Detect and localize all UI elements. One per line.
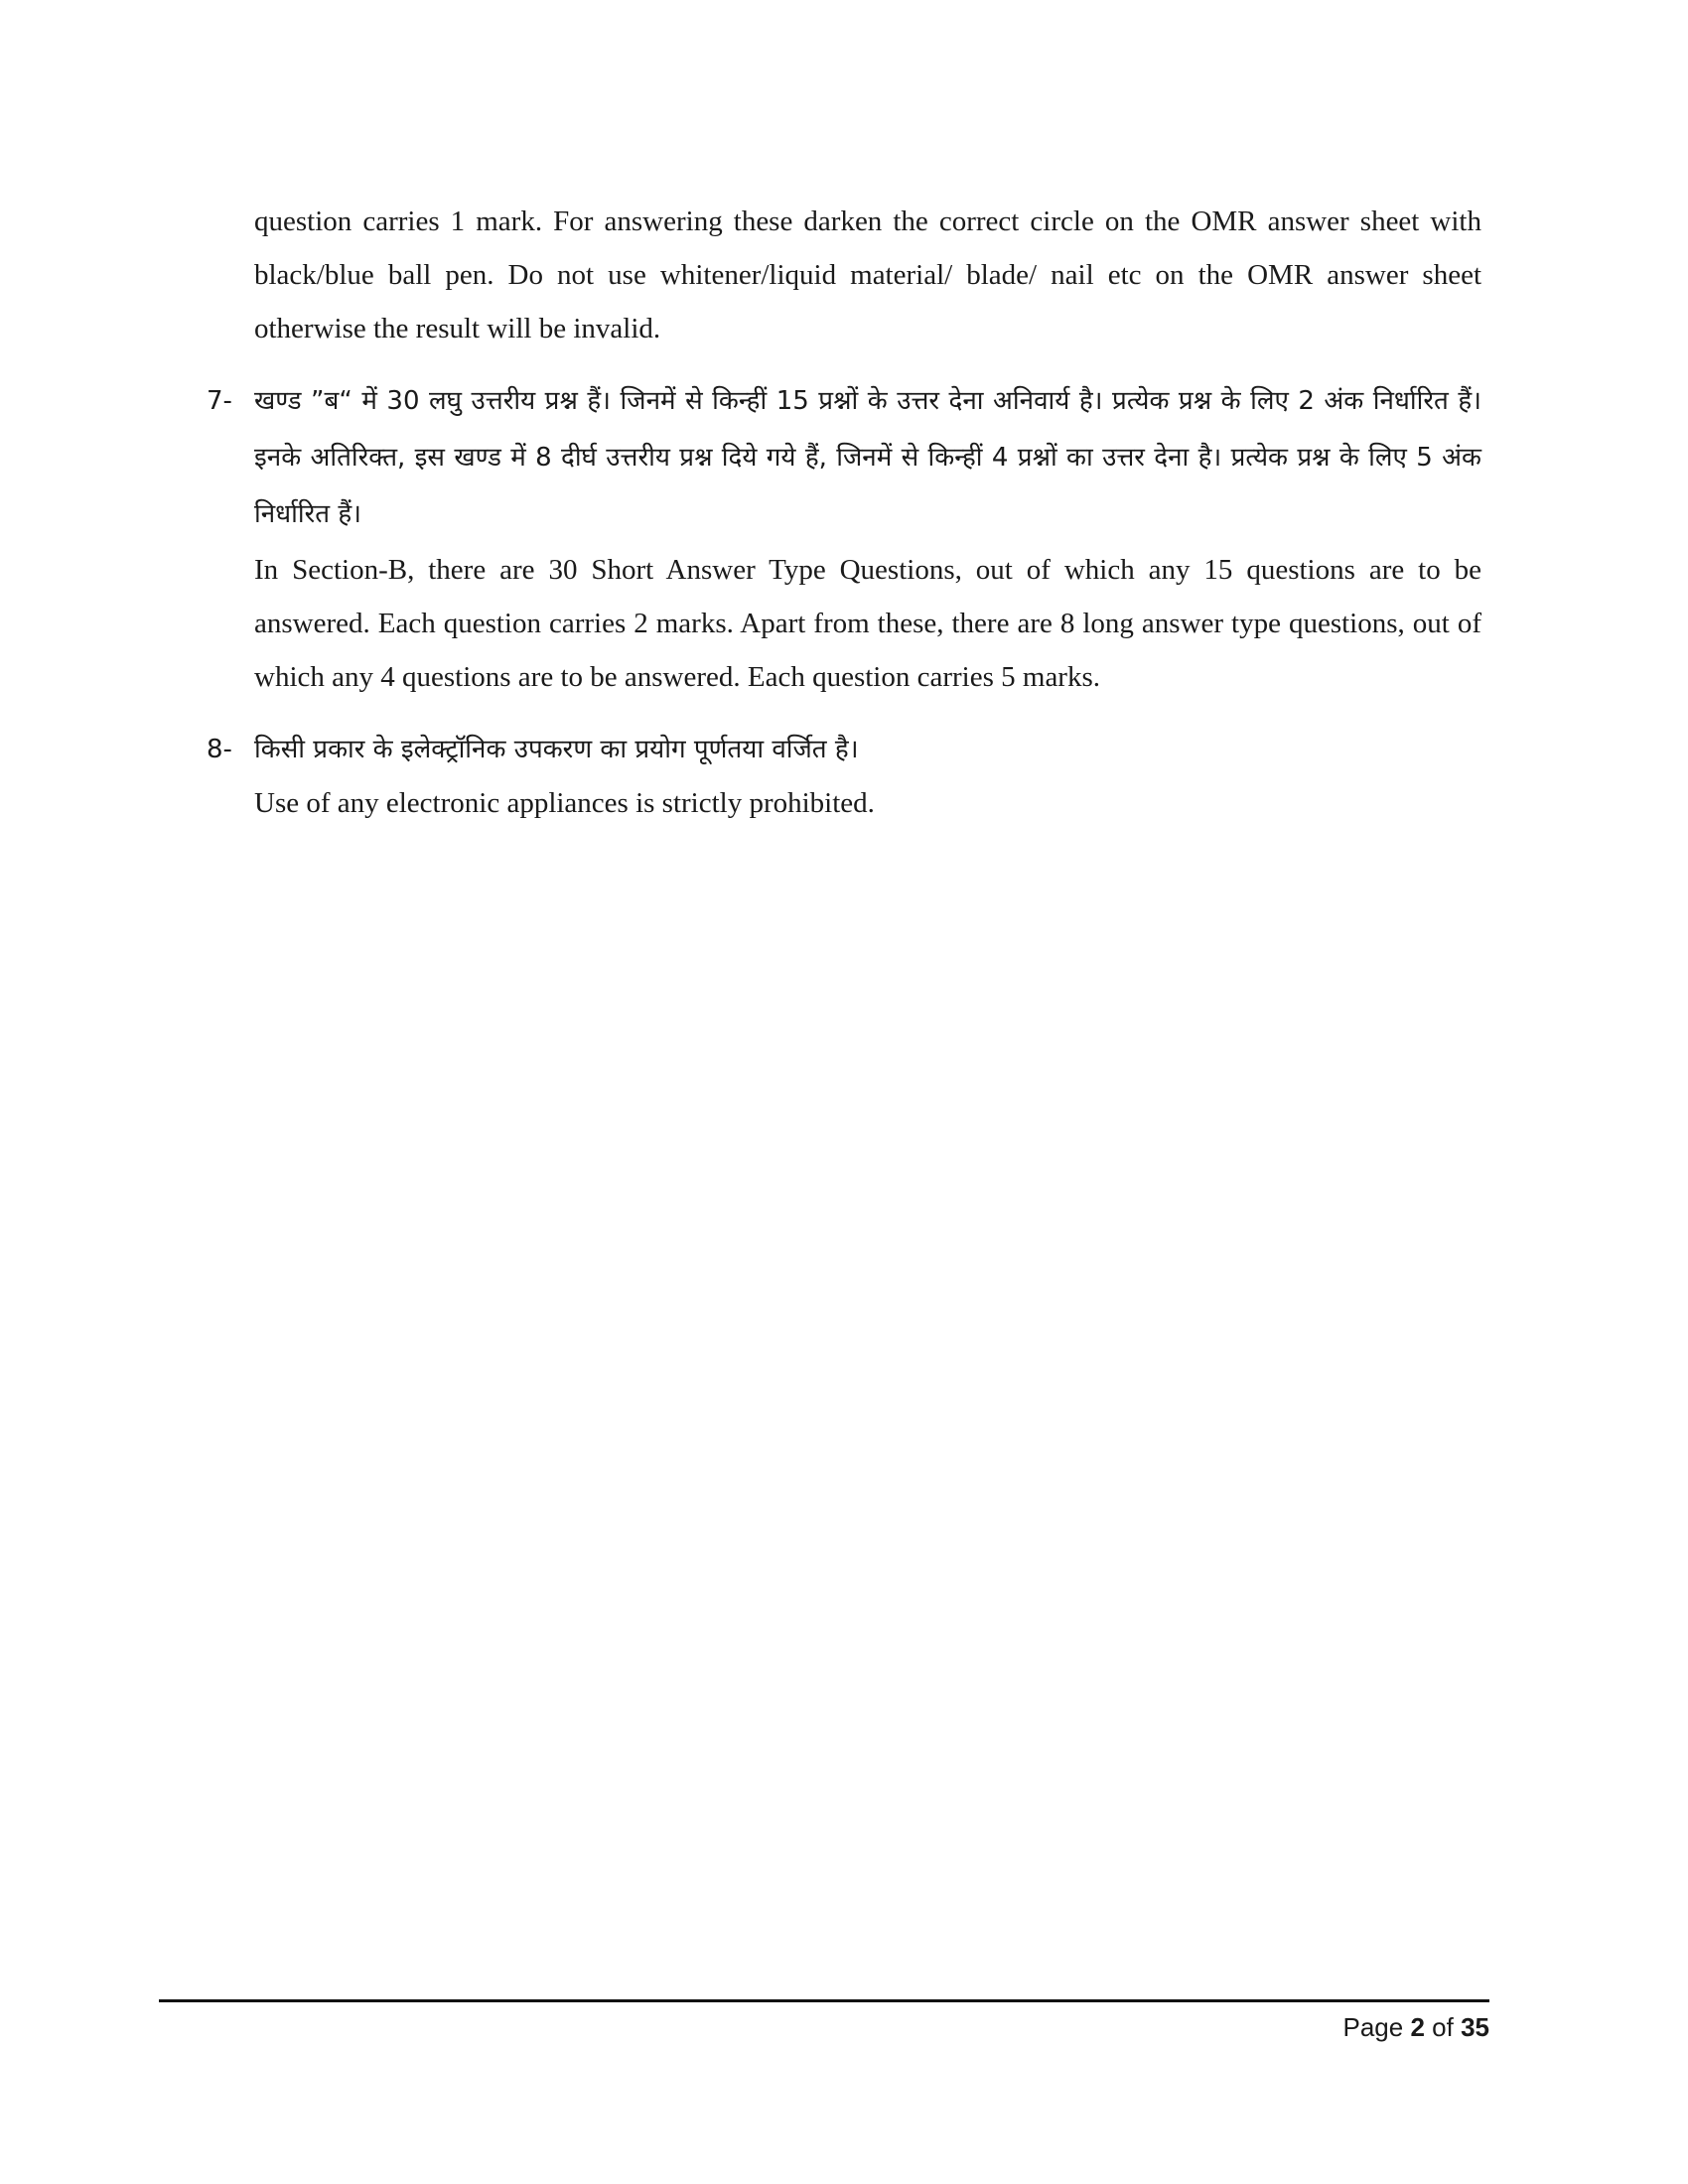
instruction-7-english: In Section-B, there are 30 Short Answer Type Questions, out of which any 15 questions are to be answered. Each question carries 2 marks. Apart from these, there are 8 long answer type questions, out of which any 4 questions are to be answered. Each question carries 5 marks. [254,554,1481,693]
page-number [1342,2009,1489,2045]
instruction-8-english: Use of any electronic appliances is strictly prohibited. [254,787,875,819]
of-word: of [1432,2012,1454,2042]
instruction-7-number: 7- [207,386,232,416]
total-pages-number: 35 [1461,2012,1489,2042]
instruction-8-hindi: किसी प्रकार के इलेक्ट्रॉनिक उपकरण का प्रयोग पूर्णतया वर्जित है। [254,735,859,764]
instruction-6-continuation: question carries 1 mark. For answering these darken the correct circle on the OMR answer sheet with black/blue ball pen. Do not use whitener/liquid material/ blade/ nail etc on the OMR answer sheet otherwise the result will be invalid. [254,205,1481,344]
current-page-number: 2 [1410,2012,1425,2042]
footer-divider [159,1999,1489,2002]
instruction-7-hindi: खण्ड ”ब“ में 30 लघु उत्तरीय प्रश्न हैं। जिनमें से किन्हीं 15 प्रश्नों के उत्तर देना अनिवार्य है। प्रत्येक प्रश्न के लिए 2 अंक निर्धारित हैं। इनके अतिरिक्त, इस खण्ड में 8 दीर्घ उत्तरीय प्रश्न दिये गये हैं, जिनमें से किन्हीं 4 प्रश्नों का उत्तर देना है। प्रत्येक प्रश्न के लिए 5 अंक निर्धारित हैं। [254,386,1481,529]
page-word: Page [1342,2012,1404,2042]
instruction-8-number: 8- [207,735,232,764]
